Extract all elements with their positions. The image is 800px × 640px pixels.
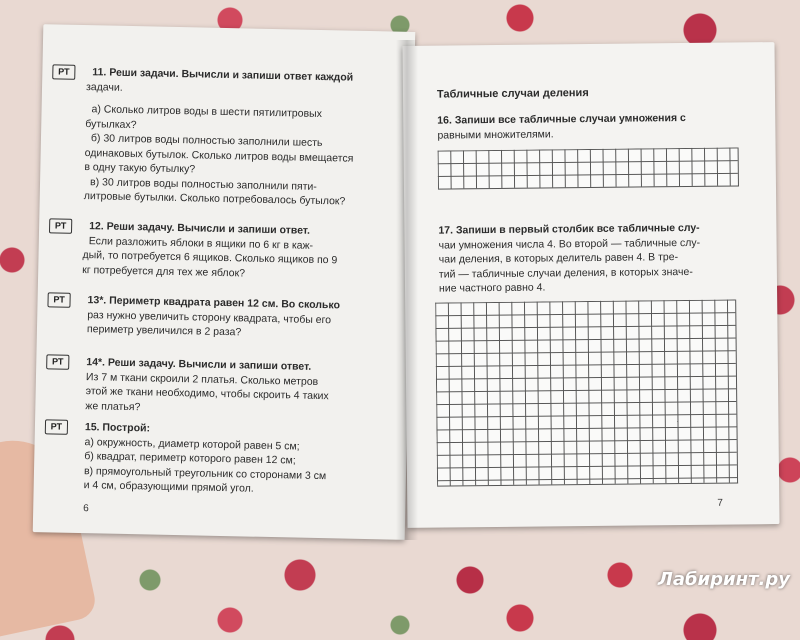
task-17-line: чаи деления, в которых делитель равен 4. В тре- — [438, 251, 679, 266]
task-14-line: же платья? — [85, 399, 141, 413]
task-16-line: 16. Запиши все табличные случаи умножения с — [437, 111, 686, 127]
task-15-line: и 4 см, образующими прямой угол. — [83, 479, 254, 495]
task-16-line: равными множителями. — [437, 127, 554, 142]
task-13 — [87, 293, 340, 342]
task-11-line: бутылках? — [85, 117, 137, 131]
rt-badge: РТ — [49, 218, 72, 233]
page-number: 7 — [717, 497, 723, 509]
task-15-line: в) прямоугольный треугольник со сторонами 3 см — [83, 464, 327, 482]
right-page — [402, 42, 779, 528]
rt-badge: РТ — [45, 419, 68, 434]
task-12-line: Если разложить яблоки в ящики по 6 кг в каж- — [88, 234, 314, 252]
task-11-line: 11. Реши задачи. Вычисли и запиши ответ каждой — [92, 66, 354, 84]
task-13-line: 13*. Периметр квадрата равен 12 см. Во сколько — [87, 294, 341, 312]
task-15 — [84, 420, 328, 498]
task-15-line: 15. Построй: — [84, 421, 151, 435]
task-13-line: раз нужно увеличить сторону квадрата, чтобы его — [87, 308, 332, 326]
task-11-line: литровые бутылки. Сколько потребовалось бутылок? — [83, 190, 346, 208]
task-14-line: Из 7 м ткани скроили 2 платья. Сколько метров — [85, 370, 319, 388]
task-12 — [82, 219, 338, 282]
watermark: Лабиринт.ру — [657, 569, 790, 590]
task-11-line: а) Сколько литров воды в шести пятилитровых — [91, 103, 323, 121]
task-16 — [437, 111, 686, 143]
grid-task-17 — [435, 299, 738, 486]
task-14-line: 14*. Реши задачу. Вычисли и запиши ответ. — [86, 356, 312, 373]
task-17 — [438, 221, 700, 296]
task-13-line: периметр увеличился в 2 раза? — [86, 323, 242, 339]
task-17-line: чаи умножения числа 4. Во второй — табличные слу- — [438, 236, 701, 252]
task-17-line: ние частного равно 4. — [438, 281, 546, 295]
task-11-line: одинаковых бутылок. Сколько литров воды вмещается — [84, 146, 354, 165]
task-11-line: в одну такую бутылку? — [84, 161, 196, 176]
task-12-line: 12. Реши задачу. Вычисли и запиши ответ. — [89, 220, 311, 237]
task-11-line: задачи. — [85, 80, 123, 94]
task-12-line: кг потребуется для тех же яблок? — [82, 263, 246, 279]
task-11 — [83, 65, 356, 209]
task-14-line: этой же ткани необходимо, чтобы скроить 4 таких — [85, 385, 329, 403]
task-14 — [85, 355, 329, 418]
rt-badge: РТ — [47, 292, 70, 307]
task-15-line: б) квадрат, периметр которого равен 12 см; — [84, 450, 296, 467]
task-11-line: б) 30 литров воды полностью заполнили шесть — [90, 132, 323, 150]
rt-badge: РТ — [52, 64, 75, 79]
page-number: 6 — [83, 503, 89, 515]
task-17-line: тий — табличные случаи деления, в которых значе- — [438, 265, 693, 281]
grid-task-16 — [438, 147, 739, 189]
left-page — [33, 24, 416, 540]
book-spine — [396, 40, 418, 540]
task-15-line: а) окружность, диаметр которой равен 5 см; — [84, 435, 300, 453]
rt-badge: РТ — [46, 354, 69, 369]
section-heading: Табличные случаи деления — [436, 87, 589, 101]
task-17-line: 17. Запиши в первый столбик все табличные слу- — [438, 221, 700, 237]
task-12-line: дый, то потребуется 6 ящиков. Сколько ящиков по 9 — [82, 249, 338, 267]
task-11-line: в) 30 литров воды полностью заполнили пяти- — [89, 175, 317, 193]
